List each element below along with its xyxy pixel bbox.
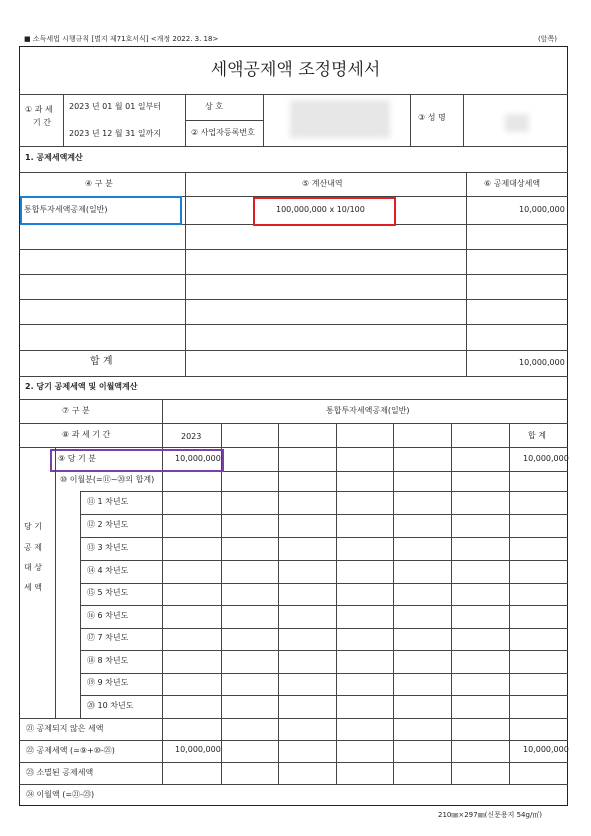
paper-size-note: 210㎜×297㎜(신문용지 54g/㎡): [438, 811, 543, 819]
row-period: ⑧ 과 세 기 간: [62, 430, 111, 439]
section1-title: 1. 공제세액계산: [25, 153, 83, 162]
total-label: 합 계: [90, 356, 113, 367]
current-total: 10,000,000: [523, 454, 569, 463]
col-total: 합 계: [528, 431, 546, 440]
side-label-4: 세 액: [24, 583, 42, 592]
col-category-1: ④ 구 분: [85, 179, 113, 188]
col-category-2: ⑦ 구 분: [62, 406, 90, 415]
period-year: 2023: [181, 432, 202, 441]
biz-no-label: ② 사업자등록번호: [191, 128, 255, 137]
page-side-label: (앞쪽): [538, 35, 557, 43]
year-2: ⑫ 2 차년도: [87, 520, 129, 529]
period-label-1: ① 과 세: [25, 105, 53, 114]
col-credit: 통합투자세액공제(일반): [326, 406, 410, 415]
year-1: ⑪ 1 차년도: [87, 497, 129, 506]
calc-highlight-box: [253, 197, 396, 226]
period-to: 2023 년 12 월 31 일까지: [69, 129, 162, 138]
row-21: ㉑ 공제되지 않은 세액: [26, 724, 104, 733]
year-3: ⑬ 3 차년도: [87, 543, 129, 552]
col-calc: ⑤ 계산내역: [302, 179, 343, 188]
period-from: 2023 년 01 월 01 일부터: [69, 102, 162, 111]
row1-amount: 10,000,000: [519, 205, 565, 214]
page-title: 세액공제액 조정명세서: [210, 60, 381, 80]
year-6: ⑯ 6 차년도: [87, 611, 129, 620]
row-22: ㉒ 공제세액 (=⑨+⑩-㉑): [26, 746, 115, 755]
col-amount: ⑥ 공제대상세액: [484, 179, 541, 188]
form-frame: [19, 46, 568, 806]
row-current: ⑨ 당 기 분: [58, 454, 96, 463]
row-22-total: 10,000,000: [523, 745, 569, 754]
name-label: ③ 성 명: [418, 113, 446, 122]
year-8: ⑱ 8 차년도: [87, 656, 129, 665]
redacted-trade-name: [290, 100, 390, 138]
side-label-3: 대 상: [24, 563, 42, 572]
year-9: ⑲ 9 차년도: [87, 678, 129, 687]
section2-title: 2. 당기 공제세액 및 이월액계산: [25, 382, 138, 391]
current-amount: 10,000,000: [175, 454, 221, 463]
year-5: ⑮ 5 차년도: [87, 588, 129, 597]
redacted-name: [505, 114, 529, 132]
trade-name-label: 상 호: [205, 102, 223, 111]
year-10: ⑳ 10 차년도: [87, 701, 134, 710]
form-reference: ■ 소득세법 시행규칙 [별지 제71호서식] <개정 2022. 3. 18>: [24, 35, 219, 43]
total-amount: 10,000,000: [519, 358, 565, 367]
category-highlight-box: [20, 196, 182, 225]
side-label-1: 당 기: [24, 522, 42, 531]
row-22-amount: 10,000,000: [175, 745, 221, 754]
year-7: ⑰ 7 차년도: [87, 633, 129, 642]
row1-category: 통합투자세액공제(일반): [24, 205, 108, 214]
period-label-2: 기 간: [33, 118, 51, 127]
row-23: ㉓ 소멸된 공제세액: [26, 768, 94, 777]
year-4: ⑭ 4 차년도: [87, 566, 129, 575]
row-24: ㉔ 이월액 (=㉑-㉓): [26, 790, 95, 799]
current-highlight-box: [50, 449, 224, 472]
row1-calc: 100,000,000 x 10/100: [276, 205, 365, 214]
row-carryover: ⑩ 이월분(=⑪~⑳의 합계): [60, 475, 155, 484]
side-label-2: 공 제: [24, 543, 42, 552]
